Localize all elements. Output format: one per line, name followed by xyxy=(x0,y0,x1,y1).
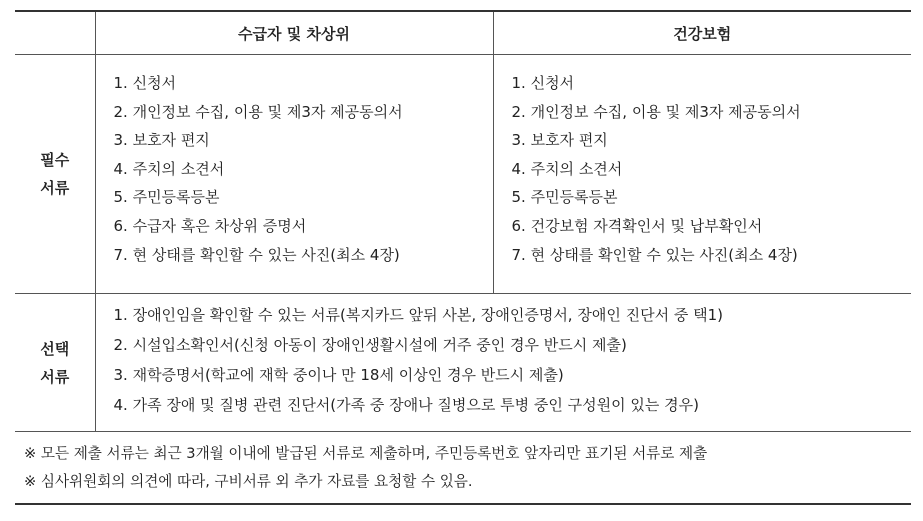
list-item: 6. 건강보험 자격확인서 및 납부확인서 xyxy=(511,216,763,235)
note-line: ※ 심사위원회의 의견에 따라, 구비서류 외 추가 자료를 요청할 수 있음. xyxy=(24,473,473,491)
optional-documents-list xyxy=(95,294,911,432)
list-item: 1. 장애인임을 확인할 수 있는 서류(복지카드 앞뒤 사본, 장애인증명서, 장애인 진단서 중 택1) xyxy=(113,306,723,324)
list-item: 4. 주치의 소견서 xyxy=(113,159,225,178)
optional-label-line1: 선택 xyxy=(40,339,70,358)
column-header-health-insurance: 건강보험 xyxy=(493,11,911,55)
required-label-line2: 서류 xyxy=(40,179,70,197)
list-item: 3. 보호자 편지 xyxy=(113,131,210,150)
list-item: 5. 주민등록등본 xyxy=(113,188,220,207)
column-header-recipient: 수급자 및 차상위 xyxy=(95,11,493,55)
list-item: 3. 재학증명서(학교에 재학 중이나 만 18세 이상인 경우 반드시 제출) xyxy=(113,366,564,384)
recipient-required-list xyxy=(95,55,493,294)
list-item: 1. 신청서 xyxy=(113,74,177,92)
list-item: 7. 현 상태를 확인할 수 있는 사진(최소 4장) xyxy=(511,245,798,264)
optional-row xyxy=(15,294,911,432)
required-label-line1: 필수 xyxy=(40,151,70,169)
list-item: 3. 보호자 편지 xyxy=(511,131,608,150)
list-item: 6. 수급자 혹은 차상위 증명서 xyxy=(113,216,307,235)
list-item: 2. 시설입소확인서(신청 아동이 장애인생활시설에 거주 중인 경우 반드시 제출) xyxy=(113,336,627,354)
health-insurance-required-list xyxy=(493,55,911,294)
optional-label-line2: 서류 xyxy=(40,367,70,386)
list-item: 1. 신청서 xyxy=(511,74,575,92)
required-label xyxy=(15,55,95,294)
required-row xyxy=(15,55,911,294)
note-line: ※ 모든 제출 서류는 최근 3개월 이내에 발급된 서류로 제출하며, 주민등록번호 앞자리만 표기된 서류로 제출 xyxy=(24,445,708,463)
list-item: 2. 개인정보 수집, 이용 및 제3자 제공동의서 xyxy=(511,102,801,121)
list-item: 2. 개인정보 수집, 이용 및 제3자 제공동의서 xyxy=(113,102,403,121)
notes-cell xyxy=(15,432,911,504)
corner-cell xyxy=(15,11,95,55)
list-item: 5. 주민등록등본 xyxy=(511,188,618,207)
optional-label xyxy=(15,294,95,432)
list-item: 4. 주치의 소견서 xyxy=(511,159,623,178)
notes-row xyxy=(15,432,911,504)
list-item: 7. 현 상태를 확인할 수 있는 사진(최소 4장) xyxy=(113,245,400,264)
header-row xyxy=(15,11,911,55)
required-documents-table xyxy=(15,10,911,505)
list-item: 4. 가족 장애 및 질병 관련 진단서(가족 중 장애나 질병으로 투병 중인 구성원이 있는 경우) xyxy=(113,396,699,414)
